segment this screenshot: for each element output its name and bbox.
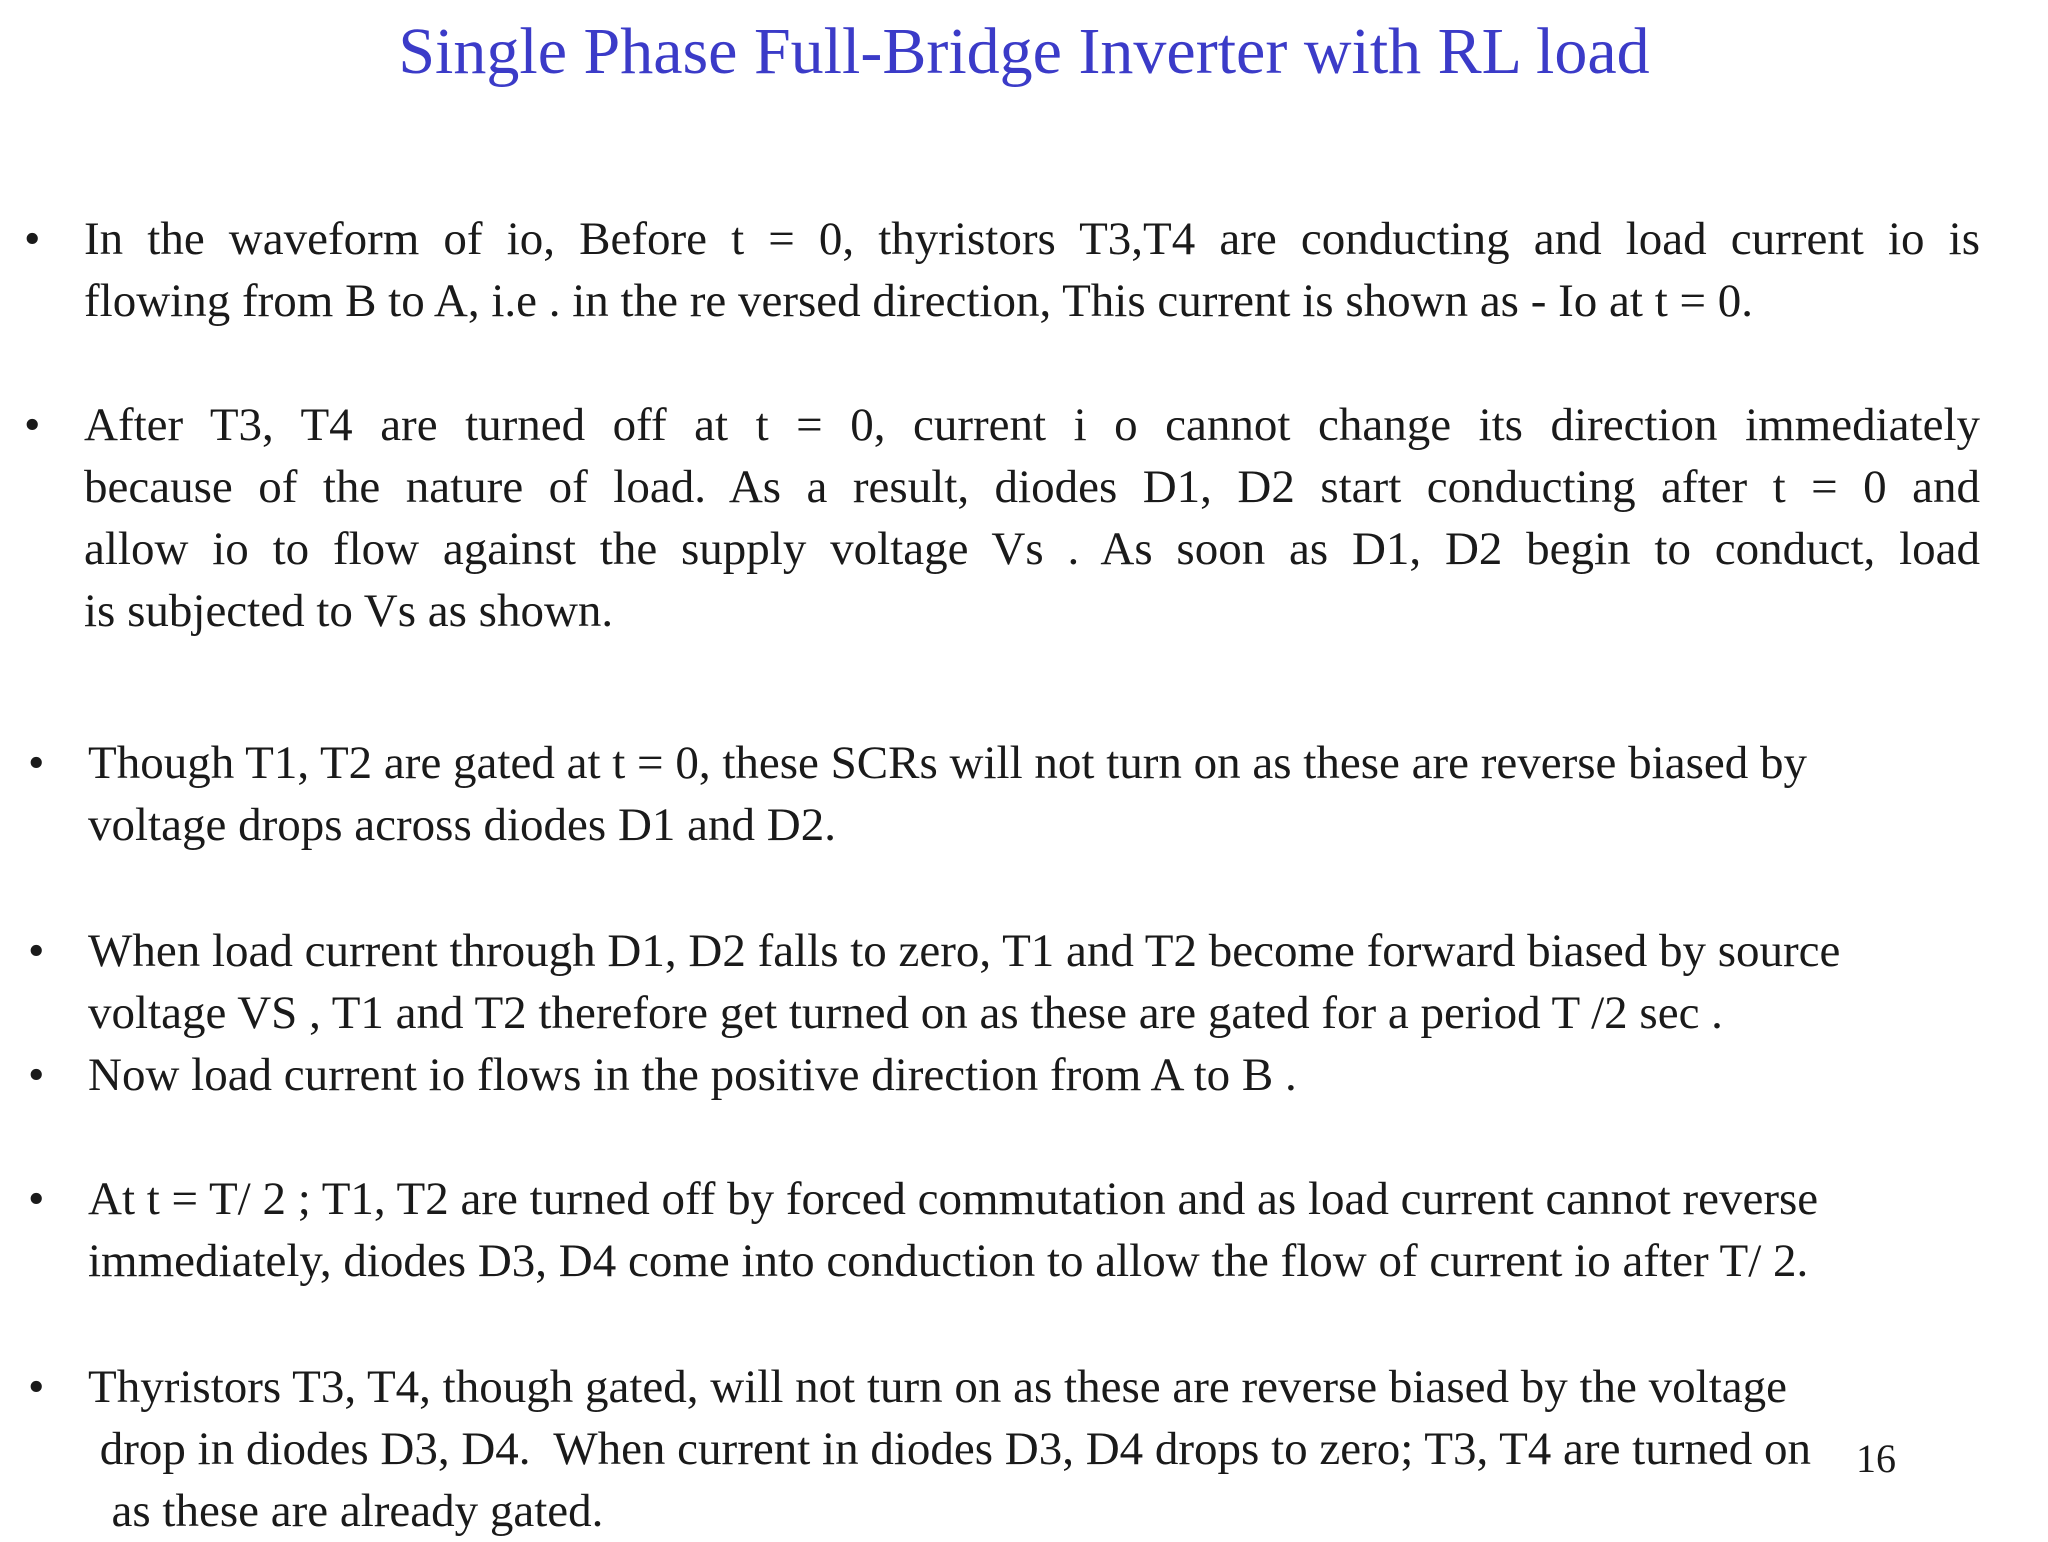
bullet-line: When load current through D1, D2 falls to zero, T1 and T2 become forward biased by source (88, 925, 1841, 977)
bullet-line: After T3, T4 are turned off at t = 0, current i o cannot change its direction immediately (84, 399, 1980, 451)
bullet-marker: • (28, 925, 45, 977)
bullet-line: as these are already gated. (88, 1485, 604, 1537)
bullet-line: allow io to flow against the supply voltage Vs . As soon as D1, D2 begin to conduct, load (84, 523, 1980, 575)
bullet-t1-t2-gated (28, 732, 1996, 856)
bullet-line: voltage VS , T1 and T2 therefore get turned on as these are gated for a period T /2 sec . (88, 987, 1723, 1039)
slide-page-number: 16 (1856, 1436, 1896, 1481)
bullet-line: Thyristors T3, T4, though gated, will not turn on as these are reverse biased by the voltage (88, 1361, 1787, 1413)
bullet-t3-t4-turn-off (24, 394, 1980, 642)
bullet-marker: • (28, 1173, 45, 1225)
bullet-marker: • (28, 1049, 45, 1101)
bullet-waveform-io (24, 208, 1980, 332)
bullet-marker: • (24, 399, 41, 451)
bullet-forced-commutation (28, 1168, 1996, 1292)
bullet-line: In the waveform of io, Before t = 0, thyristors T3,T4 are conducting and load current io is (84, 213, 1980, 265)
bullet-line: because of the nature of load. As a result, diodes D1, D2 start conducting after t = 0 and (84, 461, 1980, 513)
bullet-positive-direction (28, 1044, 1588, 1106)
bullet-marker: • (24, 213, 41, 265)
bullet-line: At t = T/ 2 ; T1, T2 are turned off by forced commutation and as load current cannot reverse (88, 1173, 1819, 1225)
bullet-line: voltage drops across diodes D1 and D2. (88, 799, 836, 851)
bullet-line: drop in diodes D3, D4. When current in diodes D3, D4 drops to zero; T3, T4 are turned on (88, 1423, 1812, 1475)
bullet-line: Though T1, T2 are gated at t = 0, these SCRs will not turn on as these are reverse biased by (88, 737, 1807, 789)
bullet-line: is subjected to Vs as shown. (84, 585, 614, 637)
bullet-load-current-zero (28, 920, 2018, 1044)
bullet-line: Now load current io flows in the positive direction from A to B . (88, 1049, 1297, 1101)
bullet-marker: • (28, 1361, 45, 1413)
bullet-t3-t4-reverse-biased (28, 1356, 1988, 1542)
slide-title: Single Phase Full-Bridge Inverter with RL load (398, 15, 1650, 88)
bullet-line: immediately, diodes D3, D4 come into conduction to allow the flow of current io after T/ 2. (88, 1235, 1809, 1287)
bullet-marker: • (28, 737, 45, 789)
bullet-line: flowing from B to A, i.e . in the re versed direction, This current is shown as - Io at t = 0. (84, 275, 1754, 327)
